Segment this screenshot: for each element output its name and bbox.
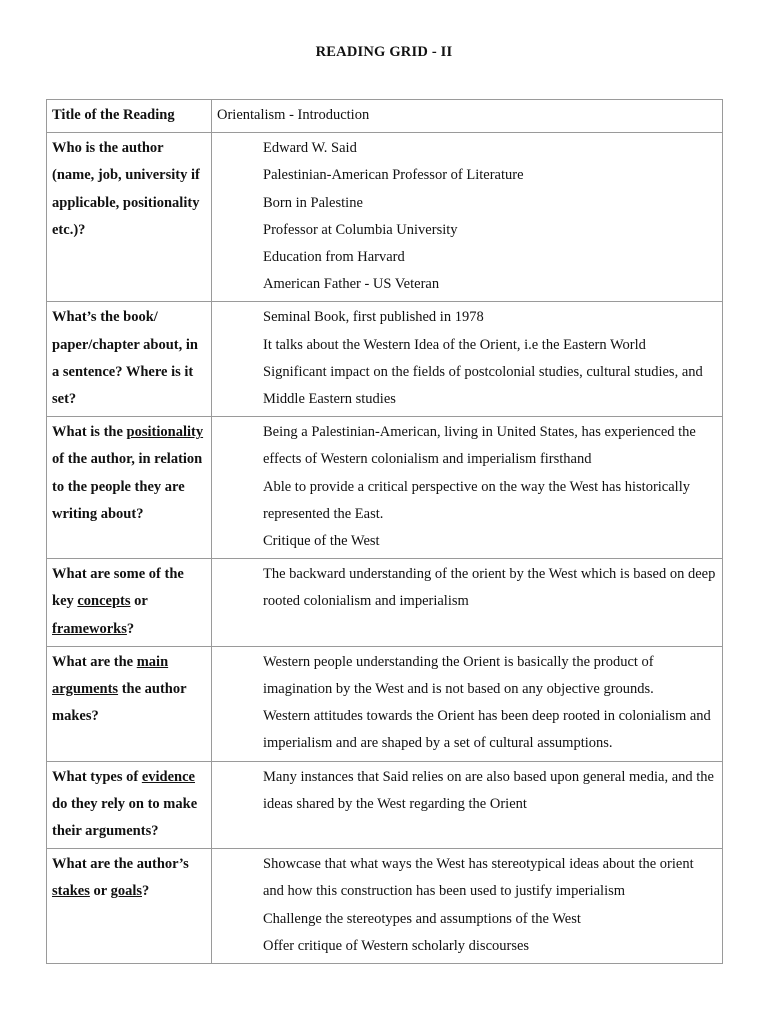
answer-line: Western people understanding the Orient is basically the product of imagination by the West and is not based on any objective grounds. [263,653,654,698]
answer-line: American Father - US Veteran [263,276,440,293]
question-key-term: evidence [141,768,195,785]
question-cell [47,417,212,559]
answer-cell [212,417,723,559]
question-cell [47,849,212,964]
answer-cell [212,559,723,647]
answer-line: Significant impact on the fields of postcolonial studies, cultural studies, and Middle Eastern studies [263,363,703,408]
question-key-term: stakes [52,883,90,900]
question-text: Title of the Reading [52,107,175,123]
question-key-term: goals [110,883,142,900]
answer-cell [212,761,723,849]
page-title: READING GRID - II [315,44,453,60]
question-text: the author makes? [52,681,187,725]
table-row [47,302,723,417]
table-row [47,849,723,964]
answer-line: It talks about the Western Idea of the Orient, i.e the Eastern World [263,336,646,353]
answer-cell [212,302,723,417]
answer-line: Western attitudes towards the Orient has been deep rooted in colonialism and imperialism and are shaped by a set of cultural assumptions. [263,708,711,752]
question-cell [47,100,212,133]
question-cell [47,761,212,849]
answer-cell [212,133,723,302]
answer-line: Born in Palestine [263,194,363,211]
table-row [47,761,723,849]
question-key-term: main arguments [52,653,169,698]
answer-line: Palestinian-American Professor of Literature [263,167,524,184]
question-text: ? [126,620,135,637]
answer-cell [212,646,723,761]
table-row [47,100,723,133]
table-row [47,646,723,761]
table-row [47,133,723,302]
question-text: What are some of the key [52,566,184,610]
question-key-term: positionality [126,424,204,441]
reading-grid-table [46,99,723,964]
answer-line: Being a Palestinian-American, living in United States, has experienced the effects of Western colonialism and imperialism firsthand [263,424,696,468]
answer-line: Orientalism - Introduction [217,107,370,123]
question-text: or [130,593,148,610]
answer-line: Able to provide a critical perspective on the way the West has historically represented the East. [263,478,690,522]
question-text: What are the [52,653,137,670]
table-row [47,559,723,647]
question-cell [47,559,212,647]
question-cell [47,133,212,302]
question-text: What’s the book/ paper/chapter about, in a sentence? Where is it set? [52,309,198,408]
answer-line: Critique of the West [263,533,380,550]
question-key-term: frameworks [52,620,127,637]
question-text: Who is the author (name, job, university if applicable, positionality etc.)? [52,140,200,238]
answer-line: Seminal Book, first published in 1978 [263,309,484,326]
question-text: or [89,883,111,900]
question-text: What are the author’s [52,856,189,873]
question-text: of the author, in relation to the people they are writing about? [52,451,203,522]
answer-line: Professor at Columbia University [263,221,458,238]
answer-cell [212,100,723,133]
answer-cell [212,849,723,964]
question-text: What is the [52,424,127,441]
question-text: ? [141,883,150,900]
answer-line: Education from Harvard [263,249,405,266]
question-key-term: concepts [77,593,131,610]
answer-line: Offer critique of Western scholarly discourses [263,937,530,954]
answer-line: Showcase that what ways the West has stereotypical ideas about the orient and how this construction has been used to justify imperialism [263,856,694,900]
answer-line: Many instances that Said relies on are also based upon general media, and the ideas shared by the West regarding the Orient [263,768,714,812]
question-cell [47,302,212,417]
question-cell [47,646,212,761]
answer-line: Edward W. Said [263,140,357,157]
question-text: What types of [52,768,142,785]
answer-line: The backward understanding of the orient by the West which is based on deep rooted colonialism and imperialism [263,566,716,610]
question-text: do they rely on to make their arguments? [52,795,198,840]
answer-line: Challenge the stereotypes and assumptions of the West [263,910,581,927]
table-row [47,417,723,559]
